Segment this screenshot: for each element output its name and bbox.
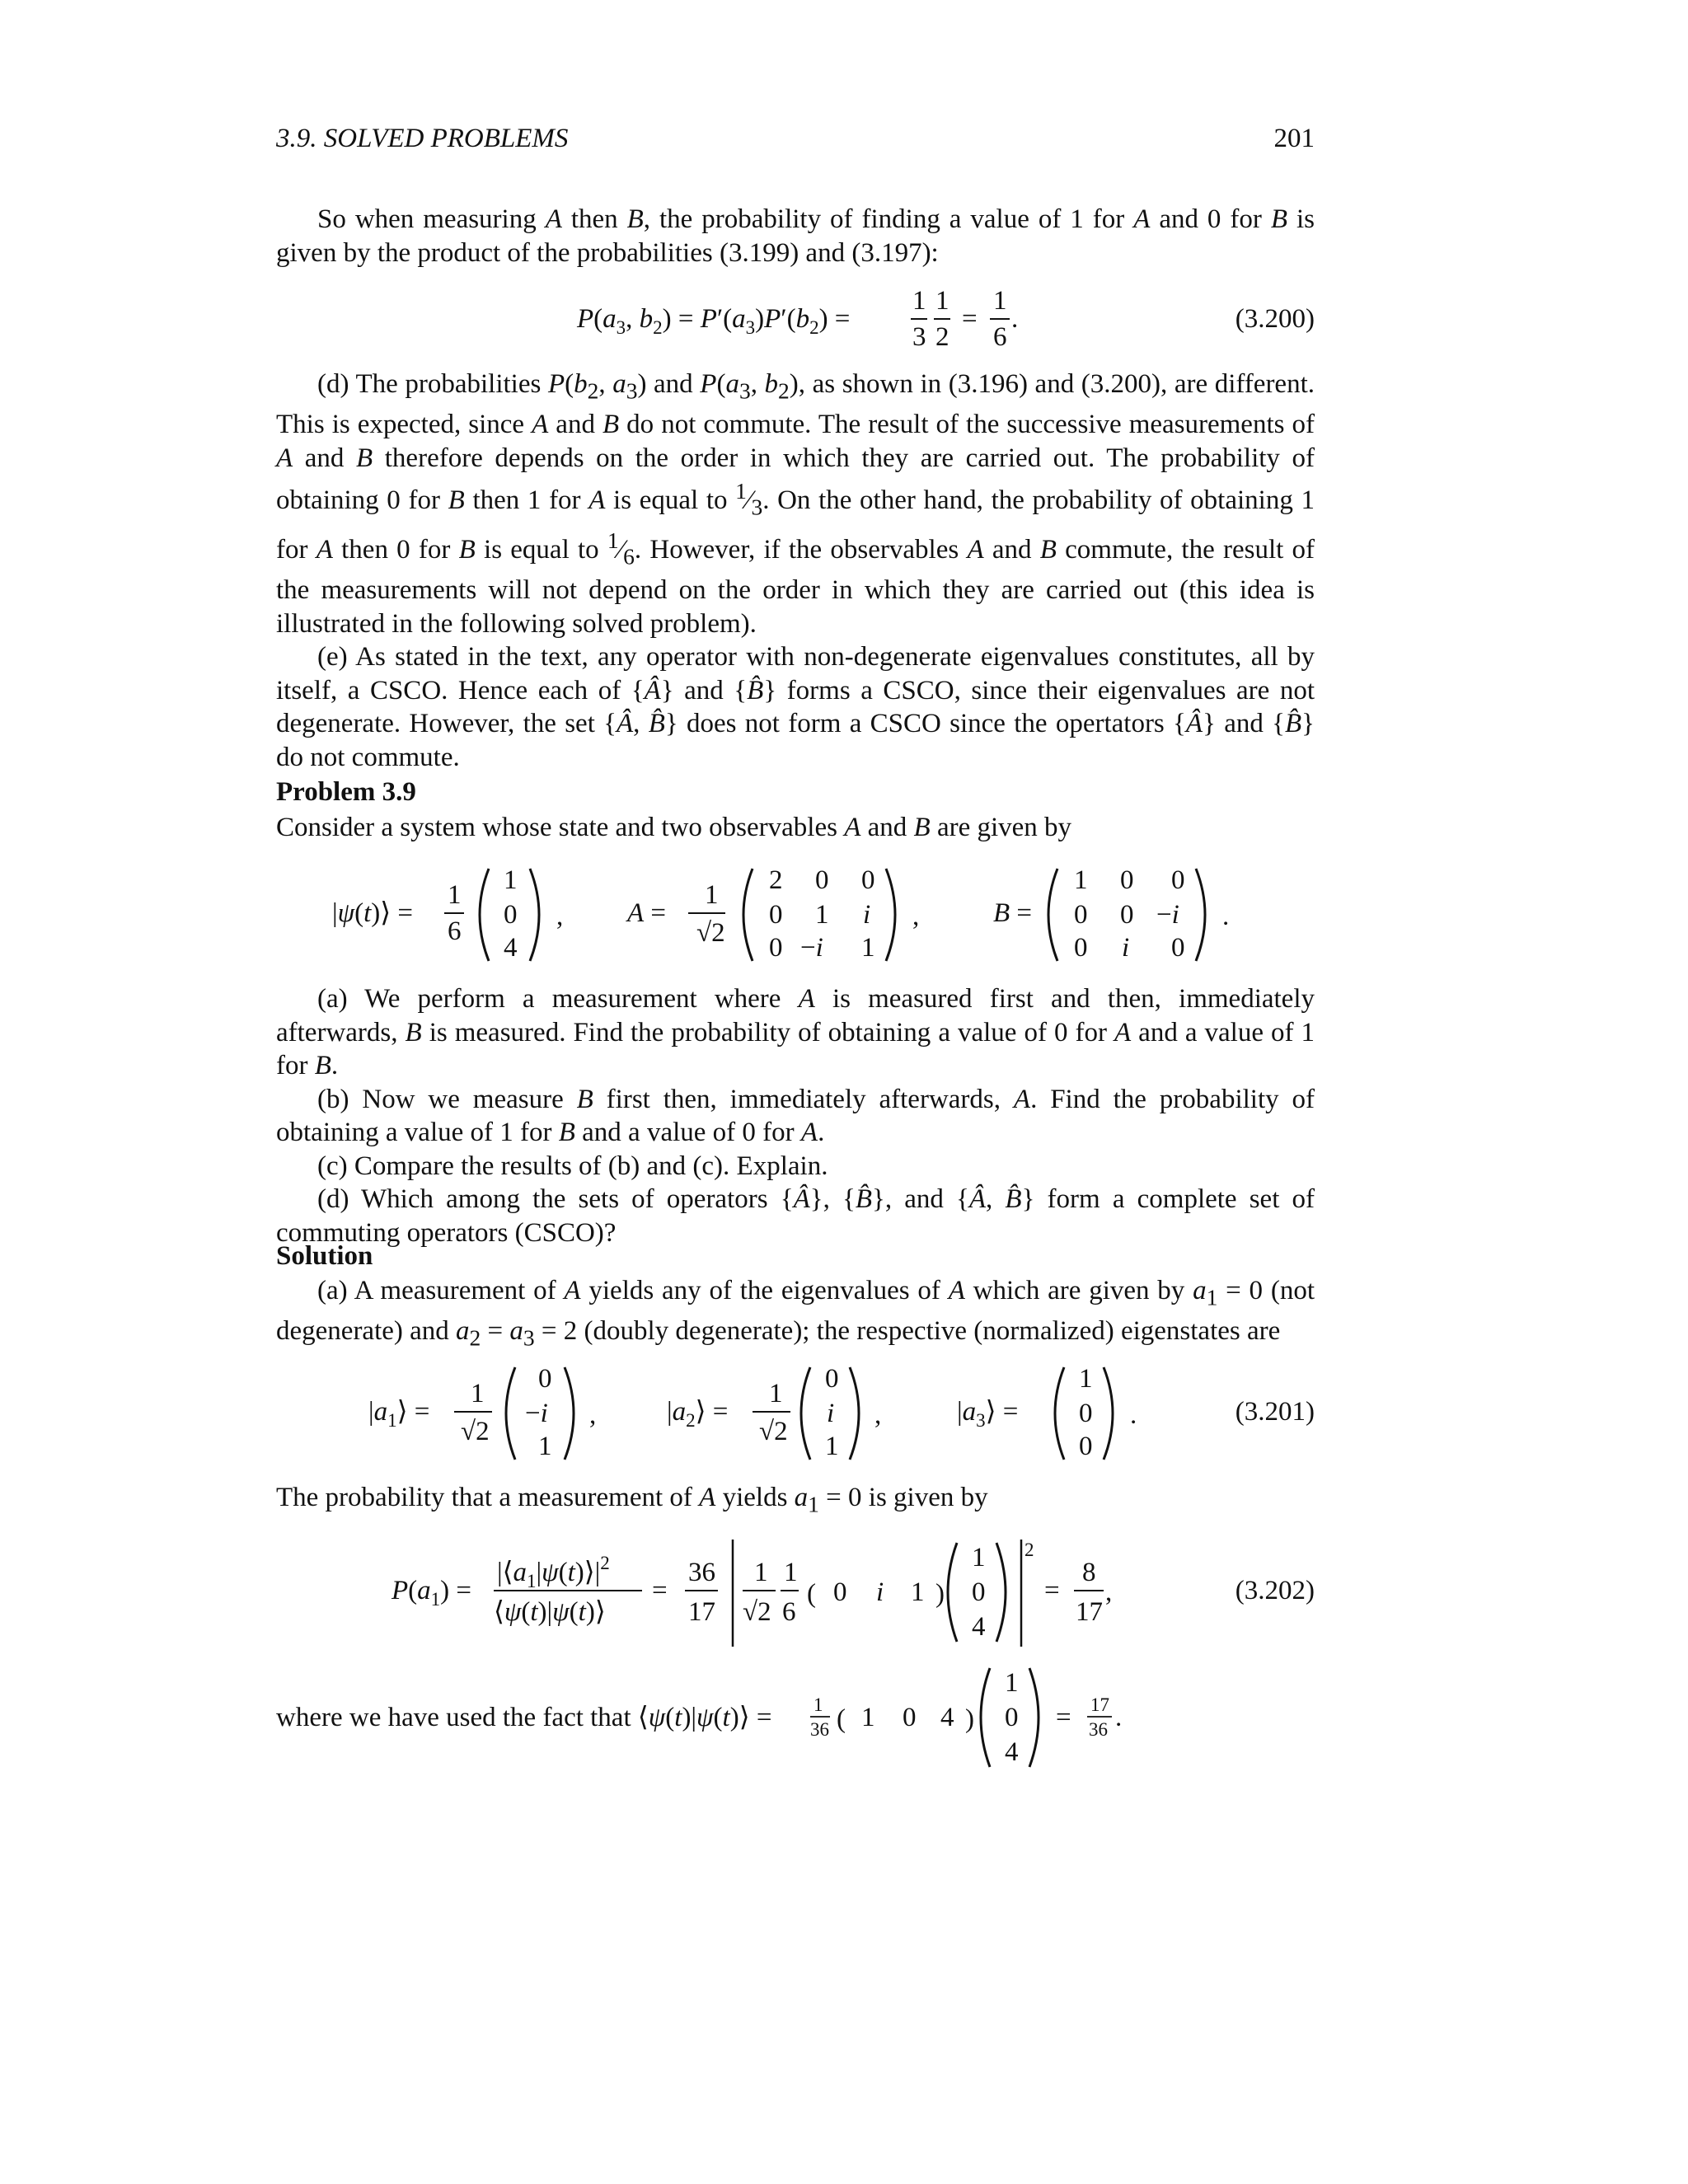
svg-text:0: 0 bbox=[972, 1577, 986, 1607]
svg-text:(: ( bbox=[837, 1704, 846, 1734]
svg-text:−i: −i bbox=[1156, 900, 1179, 930]
svg-text:|a1⟩ =: $|a_1⟩$ = bbox=[368, 1397, 430, 1431]
svg-text:0: 0 bbox=[815, 865, 829, 895]
svg-text:√2: √2 bbox=[759, 1417, 788, 1446]
svg-text:0: 0 bbox=[1120, 865, 1134, 895]
svg-text:1: 1 bbox=[815, 900, 829, 930]
svg-text:17: 17 bbox=[688, 1597, 715, 1627]
svg-text:.: . bbox=[1011, 304, 1019, 334]
svg-text:1: 1 bbox=[471, 1379, 485, 1408]
svg-text:0: 0 bbox=[769, 933, 783, 963]
svg-text:where we have used the fact th: where we have used the fact that ⟨ψ(t)|ψ(t)⟩ = bbox=[276, 1703, 772, 1732]
svg-text:6: 6 bbox=[782, 1597, 796, 1627]
problem-intro: Consider a system whose state and two observables A and B are given by bbox=[276, 813, 1072, 842]
svg-text:0: 0 bbox=[1079, 1399, 1093, 1428]
svg-text:(: ( bbox=[807, 1579, 816, 1609]
svg-text:3: 3 bbox=[912, 322, 926, 352]
svg-text:1: 1 bbox=[825, 1432, 839, 1461]
svg-text:): ) bbox=[935, 1579, 945, 1609]
equation-3-200 bbox=[276, 284, 1315, 350]
svg-text:0: 0 bbox=[833, 1577, 847, 1607]
svg-text:0: 0 bbox=[1005, 1703, 1019, 1732]
svg-text:|a3⟩ =: $|a_3⟩$ = bbox=[957, 1397, 1019, 1431]
svg-text:.: . bbox=[1222, 902, 1230, 931]
svg-text:36: 36 bbox=[810, 1719, 829, 1740]
svg-text:√2: √2 bbox=[696, 918, 725, 948]
svg-text:⟨ψ(t)|ψ(t)⟩: ⟨ψ(t)|ψ(t)⟩ bbox=[494, 1597, 606, 1627]
svg-text:,: , bbox=[556, 902, 564, 931]
svg-text:0: 0 bbox=[903, 1703, 917, 1732]
svg-text:1: 1 bbox=[1005, 1668, 1019, 1698]
page-number: 201 bbox=[1273, 124, 1315, 153]
svg-text:|a2⟩ =: $|a_2⟩$ = bbox=[667, 1397, 729, 1431]
svg-text:−i: −i bbox=[800, 933, 823, 963]
svg-text:1: 1 bbox=[861, 933, 875, 963]
svg-text:1: 1 bbox=[972, 1543, 986, 1572]
svg-text:0: 0 bbox=[825, 1364, 839, 1394]
svg-text:2: 2 bbox=[935, 322, 950, 352]
intro-paragraph: So when measuring A then B, the probability of finding a value of 1 for A and 0 for B is given by the product of the probabilities (3.199) and (3.197): bbox=[276, 204, 1315, 268]
svg-text:=: = bbox=[962, 304, 978, 334]
equation-number: (3.200) bbox=[1235, 304, 1315, 334]
svg-text:6: 6 bbox=[448, 916, 462, 946]
svg-text:,: , bbox=[1105, 1577, 1113, 1607]
svg-text:1: 1 bbox=[1079, 1364, 1093, 1394]
svg-text:P(a1) =: $P(a_1)$ = bbox=[392, 1576, 472, 1610]
svg-text:i: i bbox=[1122, 933, 1130, 963]
svg-text:,: , bbox=[912, 902, 920, 931]
svg-text:1: 1 bbox=[538, 1432, 552, 1461]
probability-sentence: The probability that a measurement of A yields $a_1 = 0$ is given by bbox=[276, 1483, 988, 1517]
svg-text:0: 0 bbox=[1171, 865, 1185, 895]
svg-text:17: 17 bbox=[1090, 1694, 1109, 1715]
svg-text:1: 1 bbox=[705, 880, 719, 910]
svg-text:4: 4 bbox=[504, 933, 518, 963]
svg-text:A =: A = bbox=[627, 898, 667, 928]
equation-3-202 bbox=[276, 1531, 1315, 1655]
svg-text:4: 4 bbox=[972, 1612, 986, 1642]
svg-text:4: 4 bbox=[1005, 1737, 1019, 1767]
svg-text:|⟨a1|ψ(t)⟩|2: $|⟨a_1|\psi(t)⟩|^2$ bbox=[497, 1553, 610, 1591]
svg-text:B =: B = bbox=[993, 898, 1033, 928]
svg-text:0: 0 bbox=[1074, 900, 1088, 930]
svg-text:1: 1 bbox=[993, 286, 1007, 316]
svg-text:8: 8 bbox=[1082, 1558, 1096, 1587]
svg-text:1: 1 bbox=[911, 1577, 925, 1607]
svg-text:1: 1 bbox=[754, 1558, 768, 1587]
svg-text:0: 0 bbox=[861, 865, 875, 895]
svg-text:1: 1 bbox=[814, 1694, 823, 1715]
solution-title: Solution bbox=[276, 1241, 373, 1271]
svg-text:i: i bbox=[876, 1577, 884, 1607]
svg-text:1: 1 bbox=[448, 880, 462, 910]
svg-text:0: 0 bbox=[1079, 1432, 1093, 1461]
svg-text:√2: √2 bbox=[743, 1597, 771, 1627]
svg-text:36: 36 bbox=[1089, 1719, 1108, 1740]
section-title: 3.9. SOLVED PROBLEMS bbox=[276, 124, 569, 153]
svg-text:i: i bbox=[827, 1399, 835, 1428]
svg-text:,: , bbox=[874, 1400, 882, 1430]
svg-text:17: 17 bbox=[1076, 1597, 1103, 1627]
norm-sentence bbox=[276, 1657, 1315, 1780]
equation-number: (3.202) bbox=[1235, 1576, 1315, 1605]
paragraph-d-e: (d) The probabilities $P(b_2$, $a_3$) and $P(a_3$, $b_2$), as shown in (3.196) and (3.200), are different. This is expected, since A and B do not commute. The result of the successive measurements of A and B therefore depends on the order in which they are carried out. The probability of obtaining 0 for B then 1 for A is equal to $^1⁄_3$. On the other hand, the probability of obtaining 1 for A then 0 for B is equal to $^1⁄_6$. However, if the observables A and B commute, the result of the measurements will not depend on the order in which they are carried out (this idea is illustrated in the following solved problem). (e) As stated in the text, any operator with non-degenerate eigenvalues constitutes, all by itself, a CSCO. Hence each of {Â} and {B̂} forms a CSCO, since their eigenvalues are not degenerate. However, the set {Â, B̂} does not form a CSCO since the opertators {Â} and {B̂} do not commute. bbox=[276, 369, 1315, 772]
svg-text:,: , bbox=[589, 1400, 597, 1430]
svg-text:0: 0 bbox=[1074, 933, 1088, 963]
problem-parts: (a) We perform a measurement where A is measured first and then, immediately afterwards, B is measured. Find the probability of obtaining a value of 0 for A and a value of 1 for B. (b) Now we measure B first then, immediately afterwards, A. Find the probability of obtaining a value of 1 for B and a value of 0 for A. (c) Compare the results of (b) and (c). Explain. (d) Which among the sets of operators {Â}, {B̂}, and {Â, B̂} form a complete set of commuting operators (CSCO)? bbox=[276, 984, 1315, 1248]
svg-text:−i: −i bbox=[525, 1399, 548, 1428]
svg-text:0: 0 bbox=[1120, 900, 1134, 930]
svg-text:0: 0 bbox=[1171, 933, 1185, 963]
svg-text:36: 36 bbox=[688, 1558, 715, 1587]
svg-text:.: . bbox=[1115, 1703, 1123, 1732]
running-head bbox=[276, 124, 1315, 165]
svg-text:1: 1 bbox=[861, 1703, 875, 1732]
svg-text:i: i bbox=[863, 900, 871, 930]
solution-part-a: (a) A measurement of A yields any of the eigenvalues of A which are given by $a_1 = 0$ (not degenerate) and $a_2 = a_3 = 2$ (doubly degenerate); the respective (normalized) eigenstates are bbox=[276, 1276, 1315, 1351]
svg-text:P(a3, b2) = P′(a3)P′(b2) =: $P(a_3$, $b_2) = P'(a_3)P'(b_2)$ = bbox=[577, 304, 851, 338]
svg-text:1: 1 bbox=[912, 286, 926, 316]
state-and-operators bbox=[276, 857, 1315, 972]
svg-text:1: 1 bbox=[1074, 865, 1088, 895]
svg-text:|ψ(t)⟩ =: |ψ(t)⟩ = bbox=[332, 898, 414, 928]
svg-text:2: 2 bbox=[769, 865, 783, 895]
svg-text:1: 1 bbox=[504, 865, 518, 895]
svg-text:.: . bbox=[1130, 1400, 1137, 1430]
equation-number: (3.201) bbox=[1235, 1397, 1315, 1427]
svg-text:4: 4 bbox=[940, 1703, 954, 1732]
svg-text:1: 1 bbox=[935, 286, 950, 316]
svg-text:0: 0 bbox=[769, 900, 783, 930]
svg-text:=: = bbox=[1056, 1703, 1071, 1732]
svg-text:0: 0 bbox=[538, 1364, 552, 1394]
svg-text:6: 6 bbox=[993, 322, 1007, 352]
svg-text:0: 0 bbox=[504, 900, 518, 930]
svg-text:1: 1 bbox=[769, 1379, 783, 1408]
problem-title: Problem 3.9 bbox=[276, 777, 416, 807]
svg-text:=: = bbox=[652, 1576, 668, 1605]
svg-text:=: = bbox=[1044, 1576, 1060, 1605]
svg-text:2: 2 bbox=[1025, 1540, 1034, 1560]
svg-text:√2: √2 bbox=[461, 1417, 490, 1446]
svg-text:1: 1 bbox=[784, 1558, 798, 1587]
equation-3-201 bbox=[276, 1356, 1315, 1471]
svg-text:): ) bbox=[965, 1704, 974, 1734]
